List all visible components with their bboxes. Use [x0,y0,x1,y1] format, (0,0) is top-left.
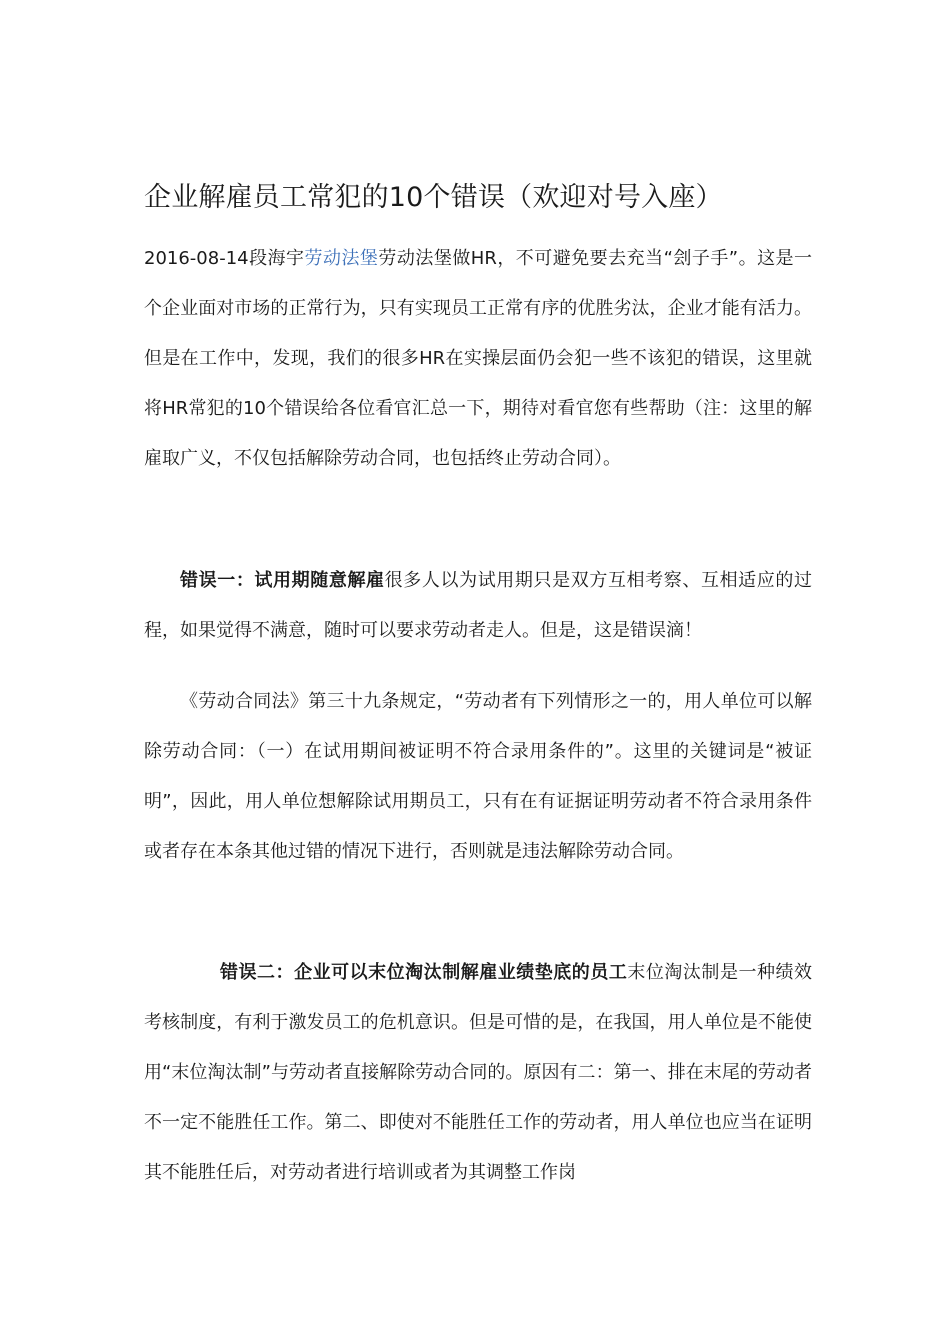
error-one-heading: 错误一：试用期随意解雇 [180,570,385,591]
source-name: 劳动法堡 [378,248,453,269]
source-link[interactable]: 劳动法堡 [304,248,379,269]
author-name: 段海宇 [248,248,305,269]
error-two-heading: 错误二：企业可以末位淘汰制解雇业绩垫底的员工 [220,962,628,983]
error-one-paragraph [144,556,812,656]
publish-date: 2016-08-14 [144,248,249,269]
error-one-text: 很多人以为试用期只是双方互相考察、互相适应的过程，如果觉得不满意，随时可以要求劳动者走人。但是，这是错误滴！ [144,570,813,641]
labor-law-paragraph: 《劳动合同法》第三十九条规定，“劳动者有下列情形之一的，用人单位可以解除劳动合同：（一）在试用期间被证明不符合录用条件的”。这里的关键词是“被证明”，因此，用人单位想解除试用期员工，只有在有证据证明劳动者不符合录用条件或者存在本条其他过错的情况下进行，否则就是违法解除劳动合同。 [144,691,812,862]
intro-paragraph [144,234,812,484]
article-title: 企业解雇员工常犯的10个错误（欢迎对号入座） [144,182,723,213]
error-two-text: 末位淘汰制是一种绩效考核制度，有利于激发员工的危机意识。但是可惜的是，在我国，用人单位是不能使用“末位淘汰制”与劳动者直接解除劳动合同的。原因有二：第一、排在末尾的劳动者不一定不能胜任工作。第二、即使对不能胜任工作的劳动者，用人单位也应当在证明其不能胜任后，对劳动者进行培训或者为其调整工作岗 [144,962,813,1183]
error-two-paragraph [144,948,812,1198]
intro-text: 做HR，不可避免要去充当“刽子手”。这是一个企业面对市场的正常行为，只有实现员工正常有序的优胜劣汰，企业才能有活力。但是在工作中，发现，我们的很多HR在实操层面仍会犯一些不该犯的错误，这里就将HR常犯的10个错误给各位看官汇总一下，期待对看官您有些帮助（注：这里的解雇取广义，不仅包括解除劳动合同，也包括终止劳动合同）。 [144,248,813,469]
